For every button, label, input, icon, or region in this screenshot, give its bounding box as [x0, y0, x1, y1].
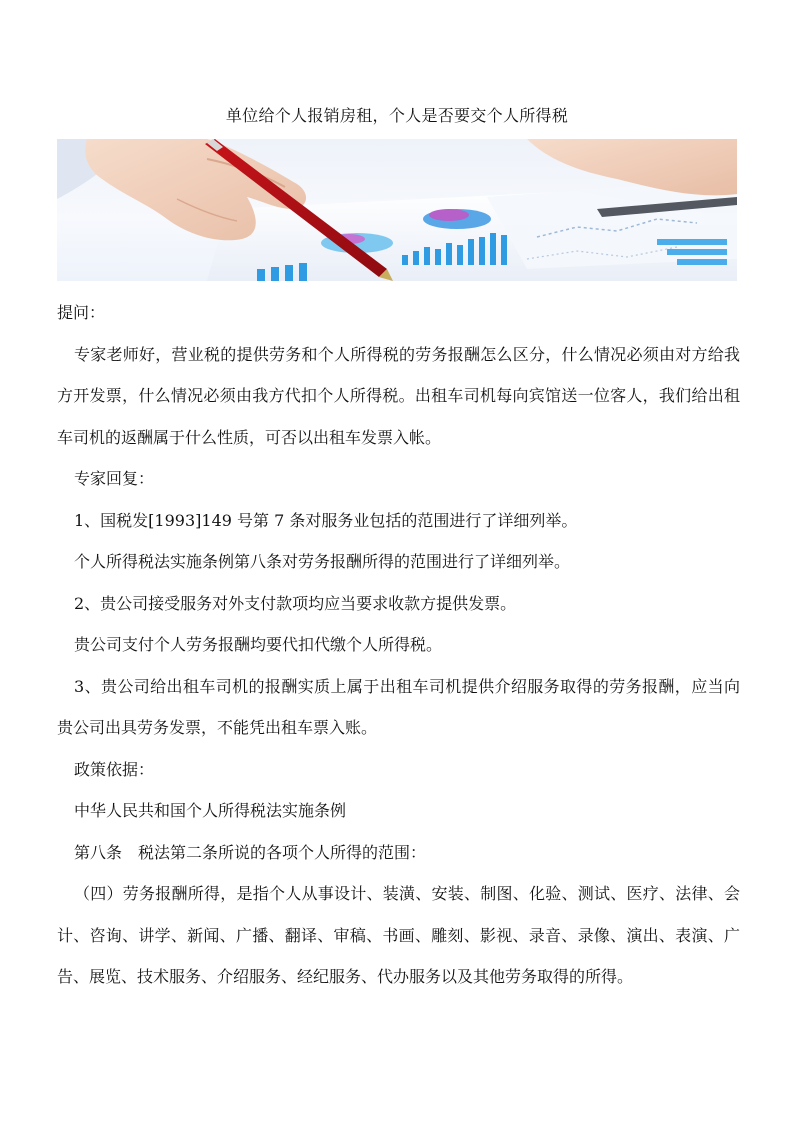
- paragraph-policy-label: 政策依据：: [74, 759, 155, 779]
- paragraph-answer-3: 3、贵公司给出租车司机的报酬实质上属于出租车司机提供介绍服务取得的劳务报酬，应当向贵公司出具劳务发票，不能凭出租车票入账。: [57, 676, 740, 737]
- paragraph-answer-1: 1、国税发[1993]149 号第 7 条对服务业包括的范围进行了详细列举。: [74, 510, 578, 530]
- paragraph-policy-law: 中华人民共和国个人所得税法实施条例: [74, 801, 347, 820]
- paragraph-question-label: 提问：: [57, 303, 106, 322]
- paragraph-answer-2: 2、贵公司接受服务对外支付款项均应当要求收款方提供发票。: [74, 593, 517, 613]
- paragraph-article-8-item-4: （四）劳务报酬所得，是指个人从事设计、装潢、安装、制图、化验、测试、医疗、法律、会计、咨询、讲学、新闻、广播、翻译、审稿、书画、雕刻、影视、录音、录像、演出、表演、广告、展览、技术服务、介绍服务、经纪服务、代办服务以及其他劳务取得的所得。: [57, 884, 740, 986]
- paragraph-article-8: 第八条 税法第二条所说的各项个人所得的范围：: [74, 842, 427, 862]
- paragraph-question: 专家老师好，营业税的提供劳务和个人所得税的劳务报酬怎么区分，什么情况必须由对方给我方开发票，什么情况必须由我方代扣个人所得税。出租车司机每向宾馆送一位客人，我们给出租车司机的返酬属于什么性质，可否以出租车发票入帐。: [57, 344, 740, 447]
- document-title: 单位给个人报销房租，个人是否要交个人所得税: [225, 106, 569, 125]
- banner-image: [57, 139, 737, 281]
- paragraph-answer-label: 专家回复：: [74, 469, 155, 488]
- document-body: [57, 292, 740, 998]
- paragraph-answer-2b: 贵公司支付个人劳务报酬均要代扣代缴个人所得税。: [74, 635, 443, 654]
- paragraph-answer-1b: 个人所得税法实施条例第八条对劳务报酬所得的范围进行了详细列举。: [74, 552, 571, 571]
